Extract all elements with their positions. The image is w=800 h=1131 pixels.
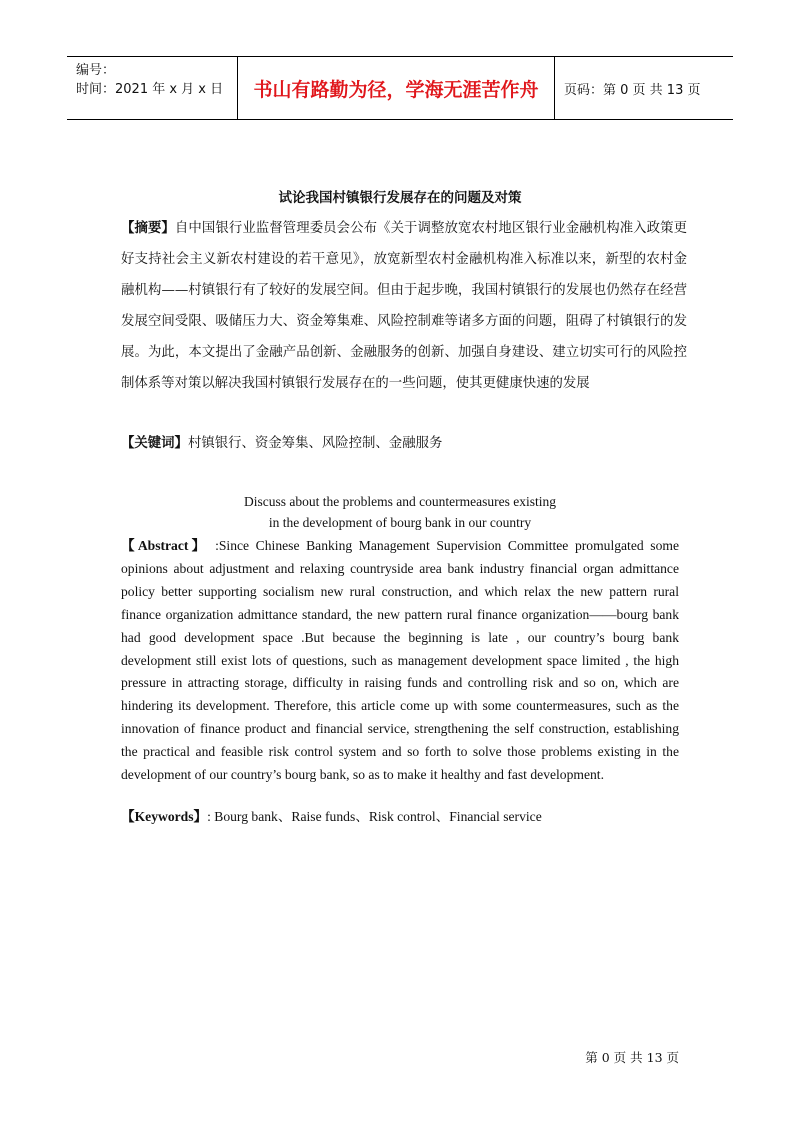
- page-footer: 第 0 页 共 13 页: [585, 1050, 679, 1065]
- chinese-abstract-text: 自中国银行业监督管理委员会公布《关于调整放宽农村地区银行业金融机构准入政策更好支持社会主义新农村建设的若干意见》，放宽新型农村金融机构准入标准以来，新型的农村金融机构——村镇银行有了较好的发展空间。但由于起步晚，我国村镇银行的发展也仍然存在经营发展空间受限、吸储压力大、资金筹集难、风险控制难等诸多方面的问题，阻碍了村镇银行的发展。为此，本文提出了金融产品创新、金融服务的创新、加强自身建设、建立切实可行的风险控制体系等对策以解决我国村镇银行发展存在的一些问题，使其更健康快速的发展: [121, 221, 688, 391]
- english-title-line-2: in the development of bourg bank in our country: [268, 515, 532, 530]
- english-abstract: [121, 535, 679, 787]
- chinese-abstract: [121, 213, 687, 399]
- english-keywords: [121, 806, 681, 828]
- english-keywords-label: 【Keywords】: [121, 809, 208, 824]
- chinese-keywords: [121, 432, 687, 456]
- document-number-label: 编号：: [76, 63, 116, 78]
- chinese-keywords-text: 村镇银行、资金筹集、风险控制、金融服务: [187, 436, 443, 451]
- document-time-label: 时间：2021 年 x 月 x 日: [76, 82, 224, 97]
- header-meta: [67, 57, 237, 119]
- english-title-line-1: Discuss about the problems and countermeasures existing: [244, 494, 556, 509]
- chinese-abstract-label: 【摘要】: [121, 221, 175, 236]
- header-page-label: 页码：第 0 页 共 13 页: [564, 82, 701, 98]
- header-motto: 书山有路勤为径，学海无涯苦作舟: [237, 57, 555, 119]
- english-abstract-label: 【Abstract】: [121, 538, 209, 553]
- chinese-keywords-label: 【关键词】: [121, 436, 188, 451]
- english-keywords-text: : Bourg bank、Raise funds、Risk control、Financial service: [207, 809, 542, 824]
- chinese-title: 试论我国村镇银行发展存在的问题及对策: [278, 190, 522, 206]
- english-abstract-text: :Since Chinese Banking Management Supervision Committee promulgated some opinions about adjustment and relaxing countryside area bank industry financial organ admittance policy better supporting socialism new rural construction, and which relax the new pattern rural finance organization admittance standard, the new pattern rural finance organization——bourg bank had good development space .But because the beginning is late , our country’s bourg bank development still exist lots of questions, such as management development space limited , the high pressure in attracting storage, difficulty in raising funds and controlling risk and so on, which are hindering its development. Therefore, this article come up with some countermeasures, such as the innovation of finance product and financial service, strengthening the self construction, establishing the practical and feasible risk control system and so forth to solve those problems existing in the development of our country’s bourg bank, so as to make it healthy and fast development.: [121, 538, 679, 783]
- document-header: [67, 56, 733, 120]
